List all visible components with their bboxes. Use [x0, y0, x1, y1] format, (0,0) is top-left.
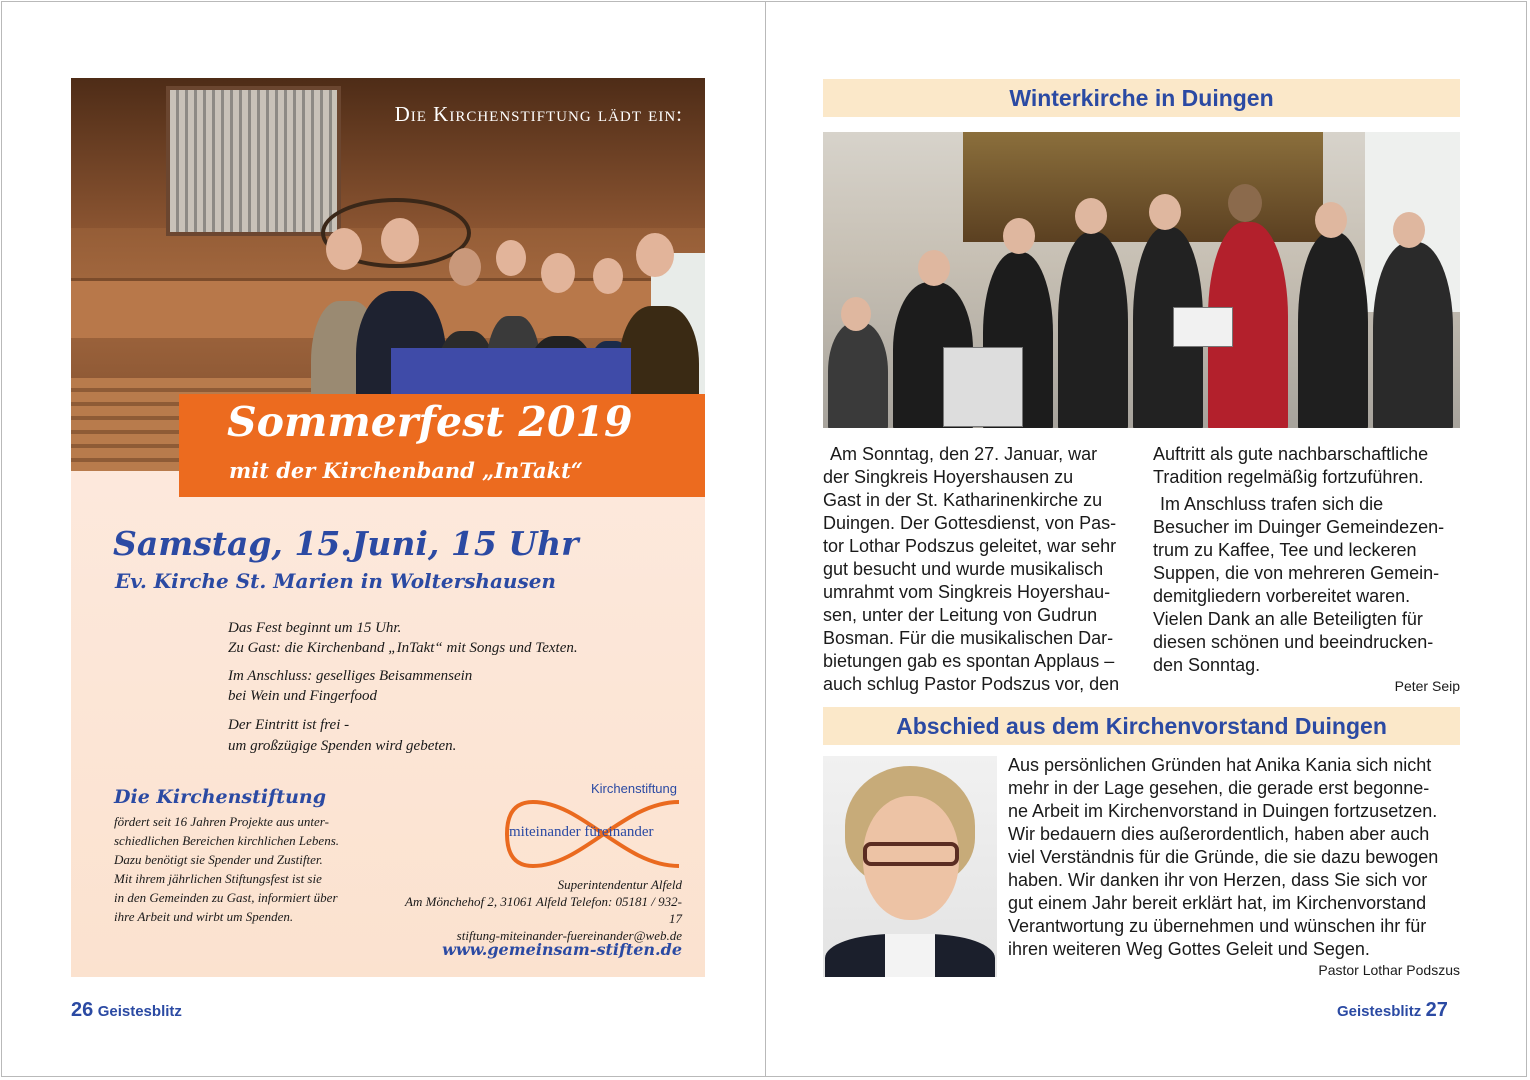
- website-link[interactable]: www.gemeinsam-stiften.de: [442, 940, 682, 959]
- event-info-5: Der Eintritt ist frei -: [228, 717, 350, 733]
- event-date: Samstag, 15.Juni, 15 Uhr: [113, 524, 579, 563]
- winterkirche-col2: Auftritt als gute nachbarschaftliche Tradition regelmäßig fortzuführen. Im Anschluss trafen sich die Besucher im Duinger Gemeindezen- trum zu Kaffee, Tee und leckeren Suppen, die von mehreren Gemein- demitgliedern vorbereitet waren. Vielen Dank an alle Beteiligten für diesen schönen und beeindrucken- den Sonntag.: [1153, 444, 1445, 675]
- abschied-text: Aus persönlichen Gründen hat Anika Kania sich nicht mehr in der Lage gesehen, die gerade erst begonne- ne Arbeit im Kirchenvorstand in Duingen fortzusetzen. Wir bedauern dies außerordentlich, haben aber auch viel Verständnis für die Gründe, die sie dazu bewogen haben. Wir danken ihr von Herzen, dass Sie sich vor gut einem Jahr bereit erklärt hat, im Kirchenvorstand Verantwortung zu übernehmen und wünschen ihr für ihren weiteren Weg Gottes Geleit und Segen.: [1008, 755, 1439, 959]
- abschied-heading: Abschied aus dem Kirchenvorstand Duingen: [823, 707, 1460, 745]
- organ-pipes: [166, 86, 341, 236]
- stiftung-text: fördert seit 16 Jahren Projekte aus unter- schiedlichen Bereichen kirchlichen Lebens. Dazu benötigt sie Spender und Zustifter. Mit ihrem jährlichen Stiftungsfest ist sie in den Gemeinden zu Gast, informiert über ihre Arbeit und wirbt um Spenden.: [114, 814, 340, 924]
- abschied-author: Pastor Lothar Podszus: [1318, 962, 1460, 978]
- event-info-3: Im Anschluss: geselliges Beisammensein: [228, 668, 473, 684]
- poster-header: Die Kirchenstiftung lädt ein:: [394, 102, 683, 126]
- event-location: Ev. Kirche St. Marien in Woltershausen: [115, 569, 556, 593]
- choir-photo: [823, 132, 1460, 428]
- winterkirche-col1: Am Sonntag, den 27. Januar, war der Singkreis Hoyershausen zu Gast in der St. Katharinenkirche zu Duingen. Der Gottesdienst, von Pas- tor Lothar Podszus geleitet, war sehr gut besucht und wurde musikalisch umrahmt vom Singkreis Hoyershau- sen, unter der Leitung von Gudrun Bosman. Für die musikalischen Dar- bietungen gab es spontan Applaus – auch schlug Pastor Podszus vor, den: [823, 444, 1120, 694]
- winterkirche-heading: Winterkirche in Duingen: [823, 79, 1460, 117]
- stiftung-heading: Die Kirchenstiftung: [114, 786, 326, 808]
- address-block: Superintendentur Alfeld Am Mönchehof 2, 31061 Alfeld Telefon: 05181 / 932-17 stiftung-miteinander-fuereinander@web.de: [405, 877, 682, 943]
- event-info-1: Das Fest beginnt um 15 Uhr.: [228, 620, 402, 636]
- logo-text: miteinander füreinander: [509, 824, 654, 840]
- page-spine: [765, 1, 766, 1077]
- folio-left: 26 Geistesblitz: [71, 999, 182, 1021]
- folio-right: Geistesblitz 27: [1337, 999, 1448, 1021]
- glasses: [863, 842, 959, 866]
- poster-title: Sommerfest 2019: [227, 398, 633, 446]
- event-info-2: Zu Gast: die Kirchenband „InTakt“ mit Songs und Texten.: [228, 640, 578, 656]
- logo-label: Kirchenstiftung: [591, 781, 677, 796]
- poster-subtitle: mit der Kirchenband „InTakt“: [229, 458, 583, 483]
- winterkirche-author: Peter Seip: [1394, 678, 1460, 694]
- event-info-4: bei Wein und Fingerfood: [228, 688, 378, 704]
- event-info-6: um großzügige Spenden wird gebeten.: [228, 738, 457, 754]
- portrait-photo: [823, 756, 997, 977]
